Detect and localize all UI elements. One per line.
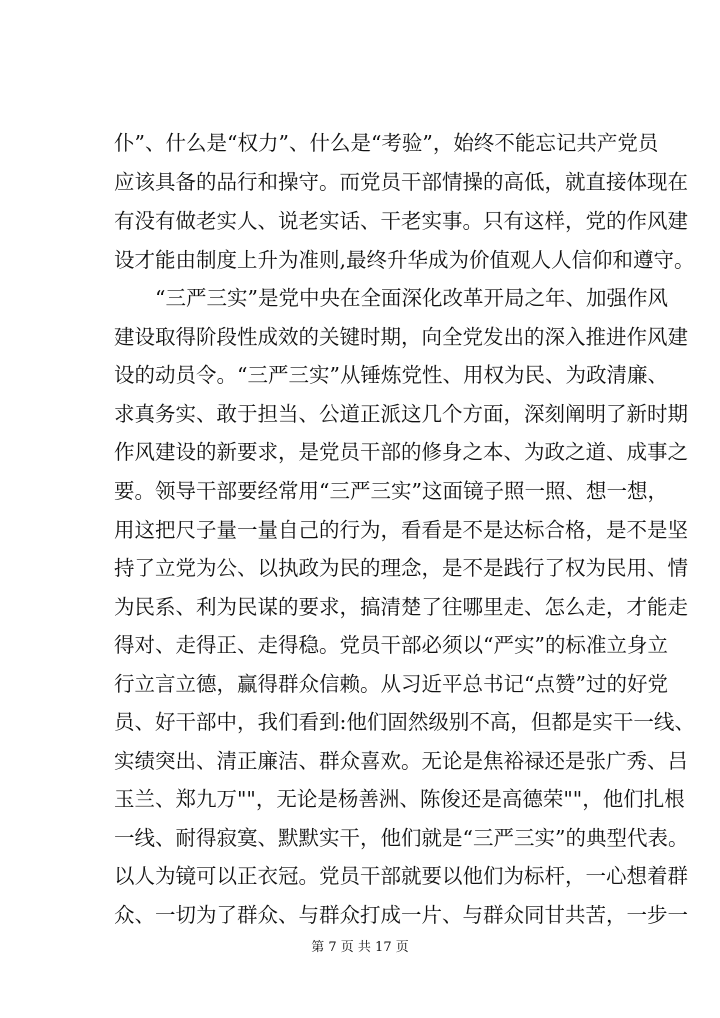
text-line: 实绩突出、清正廉洁、群众喜欢。无论是焦裕禄还是张广秀、吕 <box>114 749 688 773</box>
text-line: 众、一切为了群众、与群众打成一片、与群众同甘共苦，一步一 <box>114 903 688 927</box>
text-line: 建设取得阶段性成效的关键时期，向全党发出的深入推进作风建 <box>114 325 688 349</box>
text-line: 持了立党为公、以执政为民的理念，是不是践行了权为民用、情 <box>114 556 688 580</box>
text-line: 要。领导干部要经常用“三严三实”这面镜子照一照、想一想， <box>114 479 668 503</box>
text-line: 员、好干部中，我们看到:他们固然级别不高，但都是实干一线、 <box>114 710 695 734</box>
text-line: 作风建设的新要求，是党员干部的修身之本、为政之道、成事之 <box>114 440 688 464</box>
text-line: 应该具备的品行和操守。而党员干部情操的高低，就直接体现在 <box>114 170 688 194</box>
text-line: 一线、耐得寂寞、默默实干，他们就是“三严三实”的典型代表。 <box>114 826 689 850</box>
text-line: 仆”、什么是“权力”、什么是“考验”，始终不能忘记共产党员 <box>114 131 659 155</box>
text-line: 设才能由制度上升为准则,最终升华成为价值观人人信仰和遵守。 <box>114 248 695 272</box>
text-line: 有没有做老实人、说老实话、干老实事。只有这样，党的作风建 <box>114 209 688 233</box>
paragraph-first-line: “三严三实”是党中央在全面深化改革开局之年、加强作风 <box>155 286 668 310</box>
text-line: 为民系、利为民谋的要求，搞清楚了往哪里走、怎么走，才能走 <box>114 595 688 619</box>
text-line: 设的动员令。“三严三实”从锤炼党性、用权为民、为政清廉、 <box>114 363 668 387</box>
text-line: 行立言立德，赢得群众信赖。从习近平总书记“点赞”过的好党 <box>114 672 668 696</box>
page-footer: 第 7 页 共 17 页 <box>311 940 409 955</box>
text-line: 用这把尺子量一量自己的行为，看看是不是达标合格，是不是坚 <box>114 518 688 542</box>
text-line: 求真务实、敢于担当、公道正派这几个方面，深刻阐明了新时期 <box>114 402 688 426</box>
text-line: 玉兰、郑九万""，无论是杨善洲、陈俊还是高德荣""，他们扎根 <box>114 787 685 811</box>
text-line: 得对、走得正、走得稳。党员干部必须以“严实”的标准立身立 <box>114 633 668 657</box>
text-line: 以人为镜可以正衣冠。党员干部就要以他们为标杆，一心想着群 <box>114 864 688 888</box>
